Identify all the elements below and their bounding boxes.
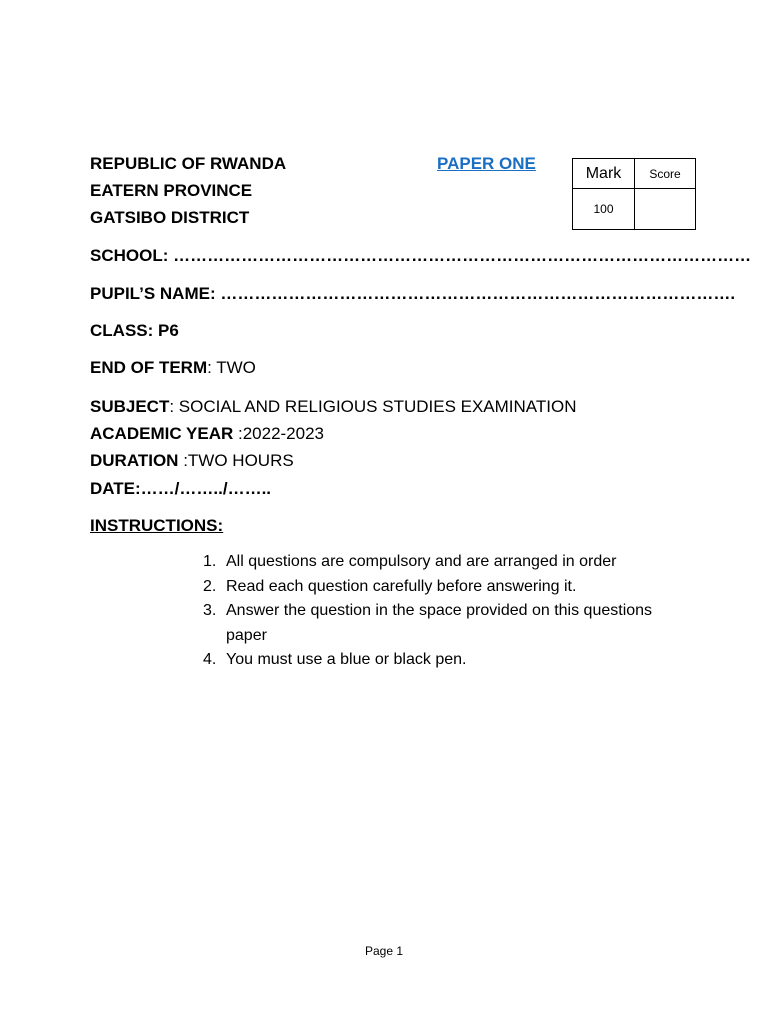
pupil-name-field[interactable]: PUPIL’S NAME: ………………………………………………………………………………. (90, 284, 736, 303)
subject-label: SUBJECT (90, 397, 170, 416)
academic-year-value: :2022-2023 (237, 424, 325, 443)
instruction-text: Read each question carefully before answering it. (226, 577, 577, 595)
class-field: CLASS: P6 (90, 321, 179, 340)
school-field[interactable]: SCHOOL: ………………………………………………………………………………………… (90, 246, 752, 265)
instruction-text: Answer the question in the space provided on this questions paper (226, 602, 653, 644)
end-of-term-label: END OF TERM (90, 358, 208, 377)
page-number: Page 1 (364, 944, 404, 958)
academic-year-label: ACADEMIC YEAR (90, 424, 238, 443)
instruction-number: 4. (203, 651, 217, 668)
instruction-text: All questions are compulsory and are arranged in order (226, 553, 617, 570)
end-of-term-value: : TWO (207, 358, 256, 377)
end-of-term-field (90, 358, 256, 378)
score-header: Score (635, 159, 696, 189)
subject-field (90, 397, 577, 417)
date-field[interactable]: DATE:……/……../…….. (90, 479, 272, 498)
province-heading: EATERN PROVINCE (90, 181, 253, 200)
instruction-number: 1. (203, 553, 217, 570)
mark-header: Mark (573, 159, 635, 189)
academic-year-field (90, 424, 324, 444)
paper-one-link[interactable]: PAPER ONE (437, 154, 536, 173)
subject-value: : SOCIAL AND RELIGIOUS STUDIES EXAMINATION (169, 397, 577, 416)
duration-value: :TWO HOURS (183, 451, 294, 470)
duration-field (90, 451, 294, 471)
instruction-item (203, 648, 671, 673)
duration-label: DURATION (90, 451, 184, 470)
instruction-number: 2. (203, 577, 217, 595)
district-heading: GATSIBO DISTRICT (90, 208, 250, 227)
instructions-list (203, 550, 671, 673)
instructions-heading: INSTRUCTIONS: (90, 516, 224, 535)
instruction-item (203, 599, 671, 648)
instruction-item (203, 575, 671, 600)
score-value[interactable] (635, 189, 696, 230)
instruction-number: 3. (203, 602, 217, 619)
mark-value: 100 (573, 189, 635, 230)
instruction-text: You must use a blue or black pen. (226, 651, 467, 668)
marks-table (572, 158, 696, 230)
country-heading: REPUBLIC OF RWANDA (90, 154, 287, 173)
instruction-item (203, 550, 671, 575)
